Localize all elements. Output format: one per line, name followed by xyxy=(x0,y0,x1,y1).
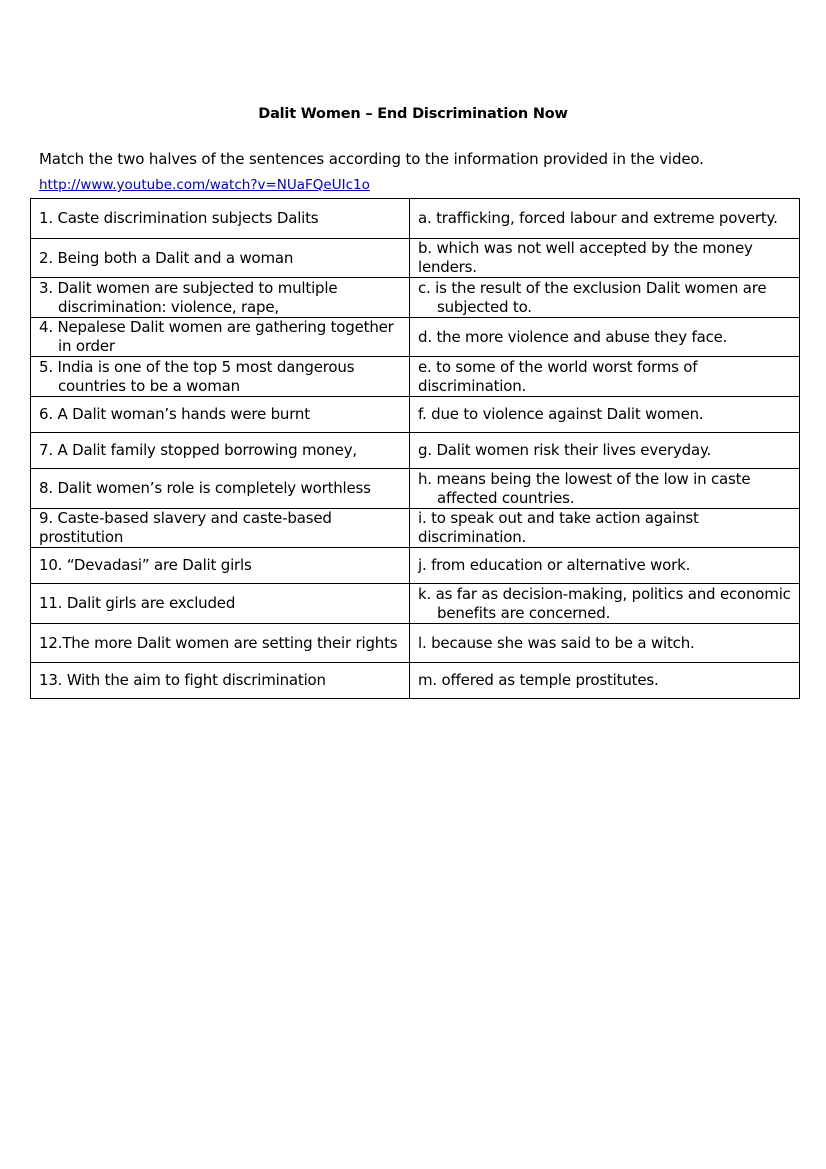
table-row xyxy=(31,239,800,278)
sentence-start: 4. Nepalese Dalit women are gathering together in order xyxy=(31,318,410,357)
sentence-start: 6. A Dalit woman’s hands were burnt xyxy=(31,397,410,433)
sentence-start: 7. A Dalit family stopped borrowing money, xyxy=(31,433,410,469)
sentence-start: 3. Dalit women are subjected to multiple discrimination: violence, rape, xyxy=(31,278,410,318)
table-row xyxy=(31,357,800,397)
sentence-end: j. from education or alternative work. xyxy=(410,548,800,584)
table-row xyxy=(31,469,800,509)
sentence-start: 11. Dalit girls are excluded xyxy=(31,584,410,624)
sentence-start: 5. India is one of the top 5 most dangerous countries to be a woman xyxy=(31,357,410,397)
sentence-end: a. trafficking, forced labour and extreme poverty. xyxy=(410,199,800,239)
sentence-end: b. which was not well accepted by the money lenders. xyxy=(410,239,800,278)
table-row xyxy=(31,509,800,548)
sentence-start: 9. Caste-based slavery and caste-based prostitution xyxy=(31,509,410,548)
instructions-text: Match the two halves of the sentences according to the information provided in the video. xyxy=(39,150,704,168)
sentence-end: g. Dalit women risk their lives everyday. xyxy=(410,433,800,469)
table-row xyxy=(31,663,800,699)
video-link[interactable]: http://www.youtube.com/watch?v=NUaFQeUIc1o xyxy=(39,177,370,193)
sentence-end: m. offered as temple prostitutes. xyxy=(410,663,800,699)
sentence-start: 13. With the aim to fight discrimination xyxy=(31,663,410,699)
table-row xyxy=(31,584,800,624)
sentence-end: d. the more violence and abuse they face. xyxy=(410,318,800,357)
page-title: Dalit Women – End Discrimination Now xyxy=(258,106,568,122)
sentence-end: i. to speak out and take action against discrimination. xyxy=(410,509,800,548)
table-row xyxy=(31,548,800,584)
sentence-end: h. means being the lowest of the low in caste affected countries. xyxy=(410,469,800,509)
table-row xyxy=(31,624,800,663)
sentence-start: 10. “Devadasi” are Dalit girls xyxy=(31,548,410,584)
sentence-start: 12.The more Dalit women are setting their rights xyxy=(31,624,410,663)
sentence-end: e. to some of the world worst forms of discrimination. xyxy=(410,357,800,397)
sentence-start: 1. Caste discrimination subjects Dalits xyxy=(31,199,410,239)
table-row xyxy=(31,433,800,469)
table-row xyxy=(31,318,800,357)
sentence-start: 8. Dalit women’s role is completely worthless xyxy=(31,469,410,509)
table-row xyxy=(31,278,800,318)
table-row xyxy=(31,199,800,239)
sentence-end: k. as far as decision-making, politics and economic benefits are concerned. xyxy=(410,584,800,624)
sentence-end: l. because she was said to be a witch. xyxy=(410,624,800,663)
matching-table xyxy=(30,198,800,699)
table-row xyxy=(31,397,800,433)
sentence-start: 2. Being both a Dalit and a woman xyxy=(31,239,410,278)
sentence-end: c. is the result of the exclusion Dalit women are subjected to. xyxy=(410,278,800,318)
sentence-end: f. due to violence against Dalit women. xyxy=(410,397,800,433)
